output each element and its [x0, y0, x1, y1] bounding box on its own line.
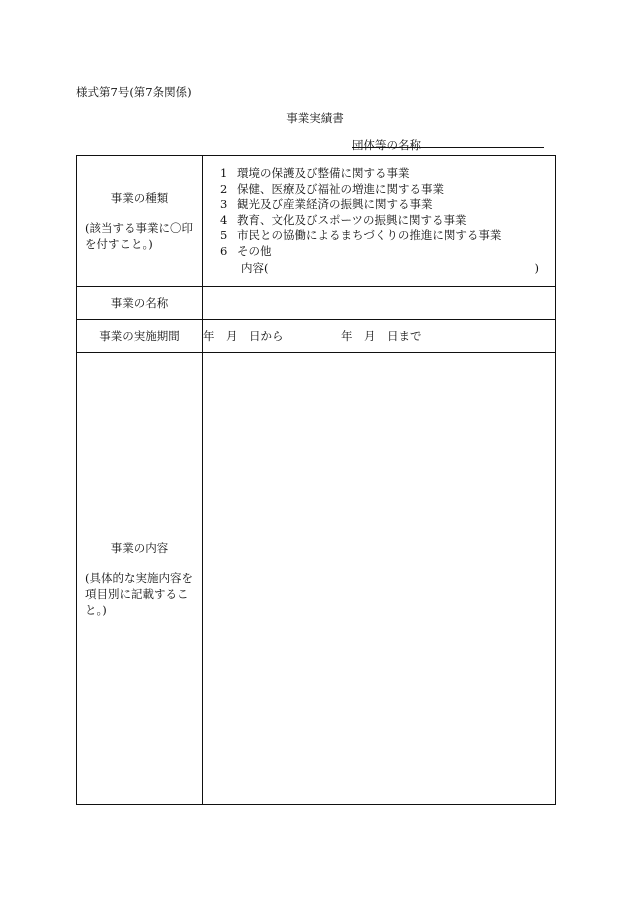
option-text: 観光及び産業経済の振興に関する事業 [237, 197, 433, 212]
business-type-label: 事業の種類 [110, 191, 169, 205]
option-number: 2 [220, 181, 228, 196]
report-table [76, 155, 556, 805]
business-type-option-1[interactable] [220, 166, 555, 182]
business-content-note: (具体的な実施内容を項目別に記載すること。) [85, 570, 193, 617]
option-number: 4 [220, 212, 228, 227]
row-business-name [77, 287, 556, 320]
option-number: 3 [220, 197, 228, 212]
business-content-label: 事業の内容 [110, 540, 169, 555]
business-type-option-2[interactable] [220, 182, 555, 198]
row-business-period [77, 320, 556, 353]
business-period-field[interactable]: 年 月 日から 年 月 日まで [203, 320, 556, 353]
form-number: 様式第7号(第7条関係) [76, 85, 192, 99]
option-text: 市民との協働によるまちづくりの推進に関する事業 [237, 228, 502, 243]
other-content-prefix: 内容( [241, 260, 269, 275]
other-content-suffix: ) [534, 260, 539, 275]
other-content-field[interactable] [203, 260, 555, 276]
option-number: 1 [220, 166, 228, 180]
business-content-label-cell [77, 353, 203, 805]
business-type-option-5[interactable] [220, 228, 555, 244]
option-text: 保健、医療及び福祉の増進に関する事業 [237, 181, 444, 196]
organization-name-label: 団体等の名称 [352, 138, 421, 152]
business-type-label-cell [77, 156, 203, 287]
business-name-field[interactable] [203, 287, 556, 320]
option-text: 教育、文化及びスポーツの振興に関する事業 [237, 212, 467, 227]
option-number: 5 [220, 228, 228, 243]
business-type-option-3[interactable] [220, 197, 555, 213]
option-text: 環境の保護及び整備に関する事業 [237, 166, 410, 180]
option-number: 6 [220, 243, 228, 258]
document-title: 事業実績書 [286, 111, 344, 125]
business-type-note: (該当する事業に〇印を付すこと。) [85, 221, 193, 251]
business-period-label: 事業の実施期間 [77, 320, 203, 353]
row-business-type [77, 156, 556, 287]
business-type-option-6[interactable] [220, 244, 555, 260]
row-business-content [77, 353, 556, 805]
organization-name-field[interactable] [352, 147, 544, 148]
business-content-field[interactable] [203, 353, 556, 805]
option-text: その他 [237, 243, 272, 258]
business-type-option-4[interactable] [220, 213, 555, 229]
business-type-list [203, 156, 555, 260]
business-name-label: 事業の名称 [77, 287, 203, 320]
business-type-options [203, 156, 556, 287]
